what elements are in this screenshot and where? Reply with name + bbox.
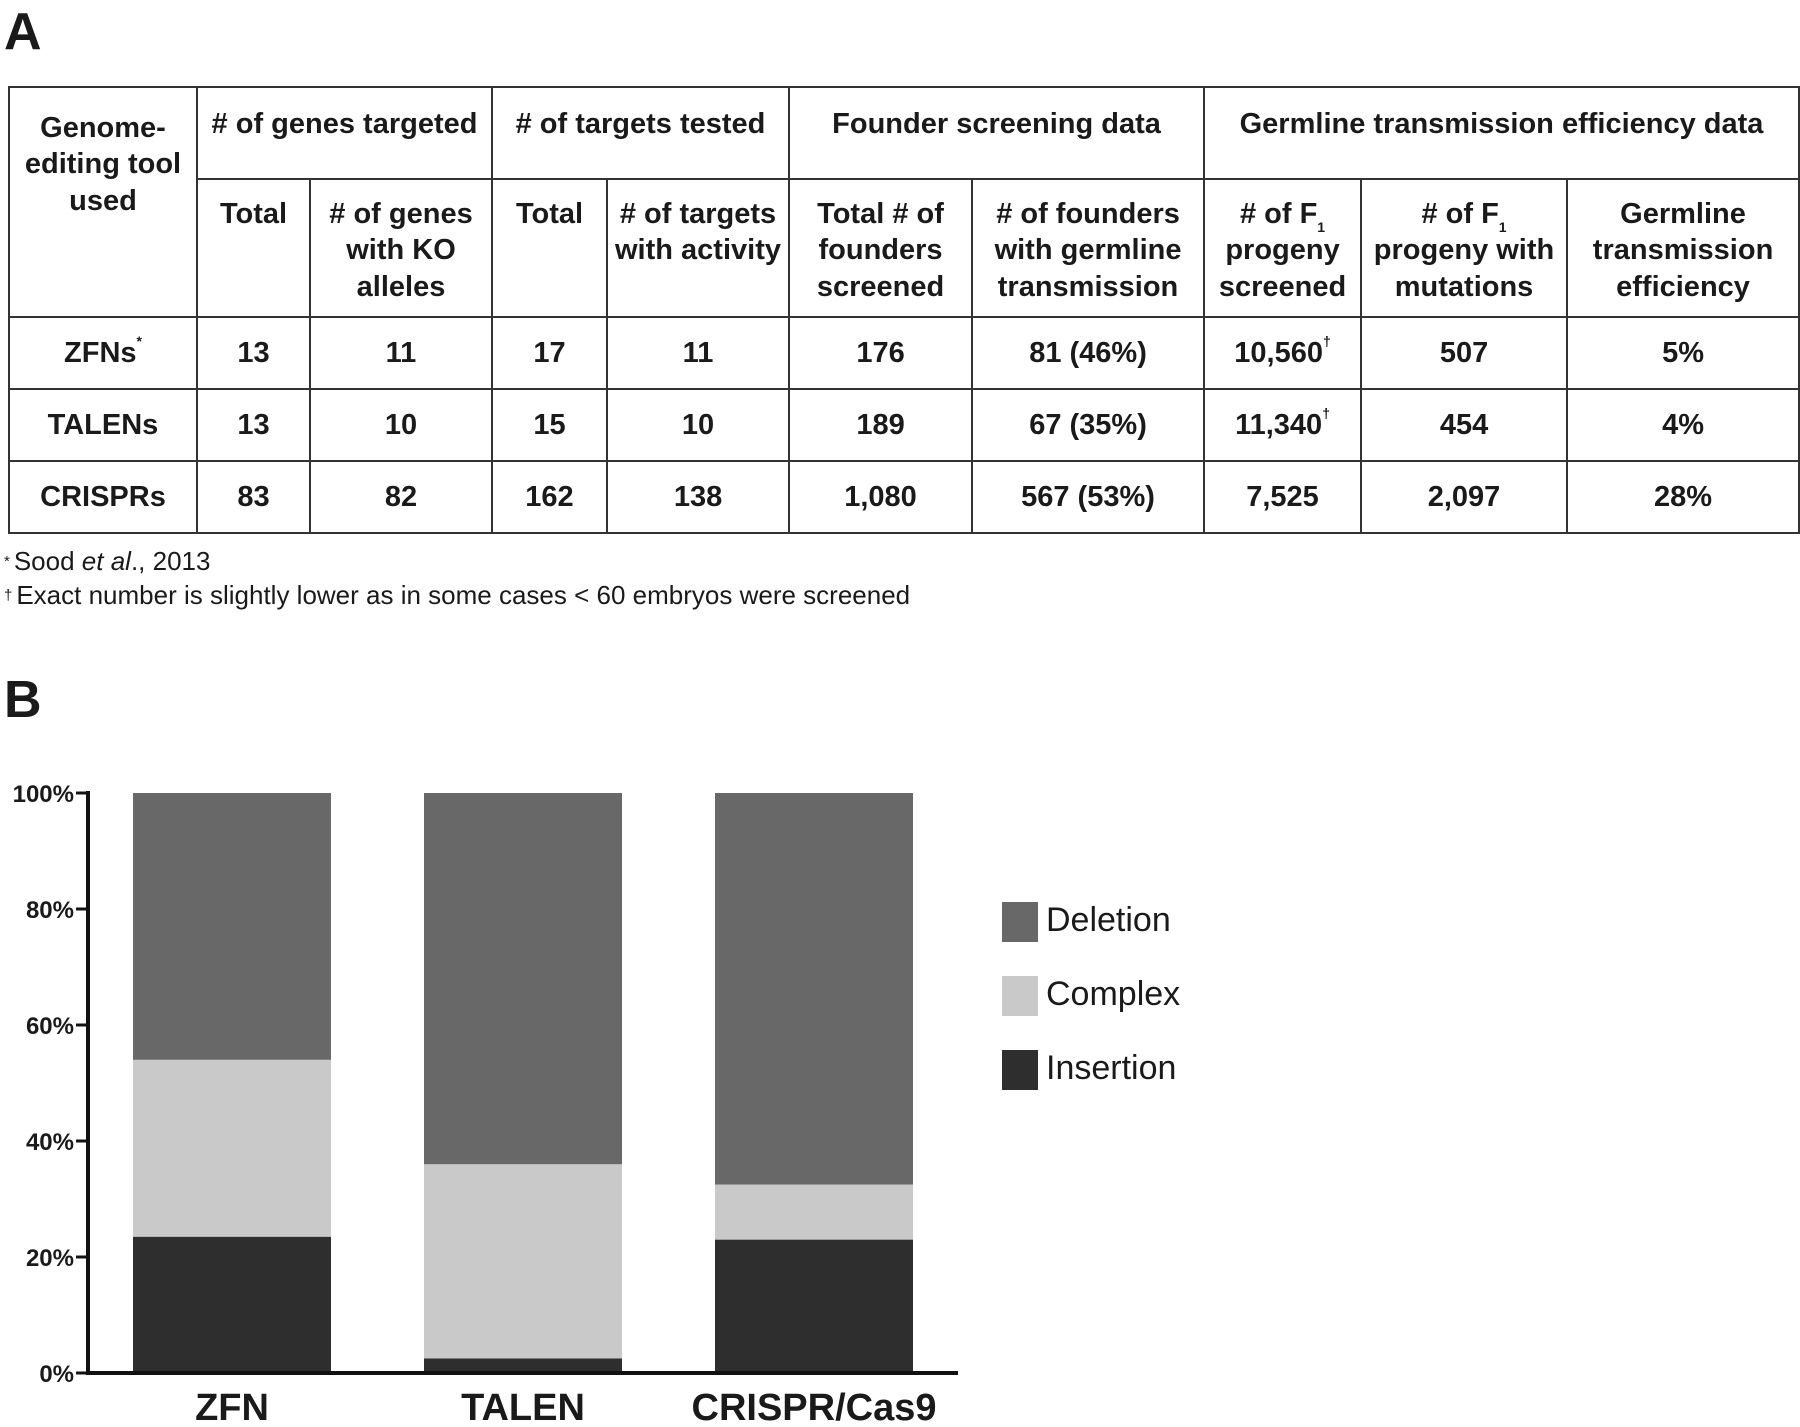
legend-label-insertion: Insertion xyxy=(1046,1049,1177,1087)
bar-insertion-crispr-cas9 xyxy=(715,1240,913,1373)
footnote-1-em: et al xyxy=(81,546,131,576)
footnote-1-post: ., 2013 xyxy=(130,546,211,576)
table-footnotes xyxy=(4,544,910,612)
table-row xyxy=(9,389,1799,461)
cell-founders-germline: 67 (35%) xyxy=(972,389,1204,461)
bar-complex-zfn xyxy=(133,1060,331,1237)
f1-screened-prefix: # of F xyxy=(1239,198,1318,230)
cell-founders-total: 176 xyxy=(789,317,972,389)
col-header-tool: Genome-editing tool used xyxy=(9,87,197,317)
col-header-f1-screened xyxy=(1204,179,1361,317)
cell-targets-total: 162 xyxy=(492,461,607,533)
footnote-mark: † xyxy=(1322,332,1331,349)
f1-screened-subscript: 1 xyxy=(1317,218,1326,235)
cell-f1-mutations: 2,097 xyxy=(1361,461,1567,533)
col-header-founders-total: Total # of founders screened xyxy=(789,179,972,317)
footnote-1 xyxy=(4,544,910,578)
cell-founders-germline: 81 (46%) xyxy=(972,317,1204,389)
y-tick-label: 60% xyxy=(25,1013,74,1040)
legend-label-deletion: Deletion xyxy=(1046,901,1171,939)
header-row-1 xyxy=(9,87,1799,179)
panel-label-a: A xyxy=(4,3,42,61)
footnote-1-pre: Sood xyxy=(13,546,82,576)
cell-founders-germline: 567 (53%) xyxy=(972,461,1204,533)
col-header-founders-germline: # of founders with germline transmission xyxy=(972,179,1204,317)
col-header-founder-screening: Founder screening data xyxy=(789,87,1204,179)
bar-insertion-zfn xyxy=(133,1237,331,1373)
legend-swatch-insertion xyxy=(1002,1050,1038,1090)
cell-targets-activity: 11 xyxy=(607,317,789,389)
cell-f1-screened xyxy=(1204,389,1361,461)
cell-efficiency: 5% xyxy=(1567,317,1799,389)
cell-f1-mutations: 454 xyxy=(1361,389,1567,461)
tool-name: CRISPRs xyxy=(40,480,166,513)
cell-f1-mutations: 507 xyxy=(1361,317,1567,389)
cell-genes-total: 13 xyxy=(197,389,310,461)
f1-screened-value: 7,525 xyxy=(1246,480,1319,513)
cell-targets-total: 15 xyxy=(492,389,607,461)
f1-mutations-prefix: # of F xyxy=(1421,198,1499,230)
col-header-f1-mutations xyxy=(1361,179,1567,317)
tool-name: ZFNs xyxy=(64,336,137,369)
cell-f1-screened xyxy=(1204,317,1361,389)
x-tick-label-zfn: ZFN xyxy=(195,1387,269,1427)
bar-complex-crispr-cas9 xyxy=(715,1185,913,1240)
cell-efficiency: 28% xyxy=(1567,461,1799,533)
footnote-2 xyxy=(4,578,910,612)
col-header-genes-total: Total xyxy=(197,179,310,317)
col-header-efficiency: Germline transmission efficiency xyxy=(1567,179,1799,317)
legend-label-complex: Complex xyxy=(1046,975,1181,1013)
bar-deletion-talen xyxy=(424,793,622,1164)
cell-genes-ko: 10 xyxy=(310,389,492,461)
x-tick-label-talen: TALEN xyxy=(461,1387,585,1427)
cell-founders-total: 1,080 xyxy=(789,461,972,533)
y-tick-label: 0% xyxy=(39,1361,74,1388)
panel-label-b: B xyxy=(4,671,42,729)
cell-efficiency: 4% xyxy=(1567,389,1799,461)
f1-mutations-subscript: 1 xyxy=(1498,218,1507,235)
bar-complex-talen xyxy=(424,1164,622,1358)
cell-targets-activity: 10 xyxy=(607,389,789,461)
f1-mutations-suffix: progeny with mutations xyxy=(1373,234,1555,303)
genome-editing-summary-table xyxy=(8,86,1800,534)
y-tick-label: 80% xyxy=(25,897,74,924)
cell-tool xyxy=(9,461,197,533)
table-row xyxy=(9,461,1799,533)
cell-tool xyxy=(9,389,197,461)
col-header-targets-tested: # of targets tested xyxy=(492,87,789,179)
table-row xyxy=(9,317,1799,389)
legend-swatch-deletion xyxy=(1002,902,1038,942)
bar-deletion-zfn xyxy=(133,793,331,1060)
footnote-mark: * xyxy=(136,332,142,349)
bar-deletion-crispr-cas9 xyxy=(715,793,913,1185)
col-header-targets-total: Total xyxy=(492,179,607,317)
col-header-genes-ko: # of genes with KO alleles xyxy=(310,179,492,317)
legend-swatch-complex xyxy=(1002,976,1038,1016)
footnote-1-mark: * xyxy=(4,553,10,570)
col-header-genes-targeted: # of genes targeted xyxy=(197,87,492,179)
footnote-2-text: Exact number is slightly lower as in some cases < 60 embryos were screened xyxy=(16,580,911,610)
f1-screened-suffix: progeny screened xyxy=(1218,234,1347,303)
f1-screened-value: 11,340 xyxy=(1235,408,1323,441)
cell-targets-total: 17 xyxy=(492,317,607,389)
cell-f1-screened xyxy=(1204,461,1361,533)
footnote-2-mark: † xyxy=(4,587,13,604)
footnote-mark: † xyxy=(1322,404,1330,421)
mutation-type-stacked-bar-chart xyxy=(0,740,1800,1427)
col-header-germline-data: Germline transmission efficiency data xyxy=(1204,87,1799,179)
cell-targets-activity: 138 xyxy=(607,461,789,533)
f1-screened-value: 10,560 xyxy=(1234,336,1323,369)
x-tick-label-crispr-cas9: CRISPR/Cas9 xyxy=(691,1387,937,1427)
y-tick-label: 40% xyxy=(25,1129,74,1156)
cell-genes-ko: 82 xyxy=(310,461,492,533)
bar-insertion-talen xyxy=(424,1359,622,1374)
cell-genes-total: 83 xyxy=(197,461,310,533)
col-header-targets-activity: # of targets with activity xyxy=(607,179,789,317)
tool-name: TALENs xyxy=(47,408,159,441)
y-tick-label: 20% xyxy=(25,1245,74,1272)
cell-founders-total: 189 xyxy=(789,389,972,461)
cell-genes-total: 13 xyxy=(197,317,310,389)
y-tick-label: 100% xyxy=(12,781,74,808)
cell-tool xyxy=(9,317,197,389)
header-row-2 xyxy=(9,179,1799,317)
cell-genes-ko: 11 xyxy=(310,317,492,389)
